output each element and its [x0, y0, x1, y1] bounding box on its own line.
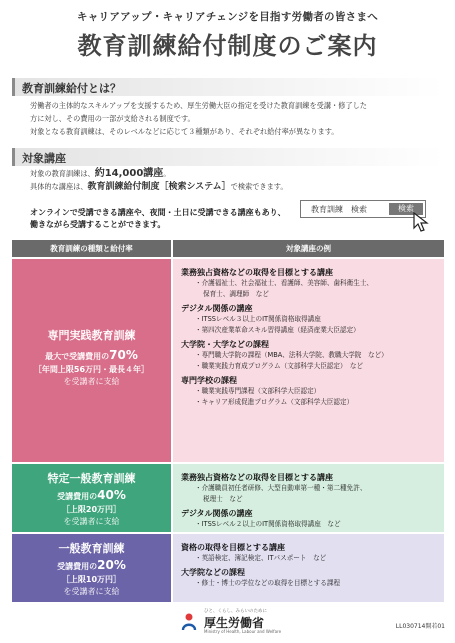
- online-line: オンラインで受講できる講座や、夜間・土日に受講できる講座もあり、: [30, 208, 286, 217]
- benefit-payee: を受講者に支給: [63, 377, 120, 386]
- table-header-left: 教育訓練の種類と給付率: [12, 240, 171, 257]
- course-category: 業務独占資格などの取得を目標とする講座: [181, 473, 333, 482]
- search-prefix: 具体的な講座は、: [30, 182, 88, 191]
- row-label-specific-general: [12, 464, 171, 532]
- course-category: 大学院・大学などの課程: [181, 340, 269, 349]
- course-category: デジタル関係の講座: [181, 304, 253, 313]
- course-examples-general: [173, 534, 444, 602]
- search-box-illustration: [300, 200, 426, 218]
- page-title: 教育訓練給付制度のご案内: [77, 32, 378, 60]
- course-examples-specialized: [173, 259, 444, 462]
- benefit-rate: 最大で受講費用の70%: [45, 348, 138, 362]
- ministry-name-english: Ministry of Health, Labour and Welfare: [204, 629, 282, 634]
- course-item: ・修士・博士の学位などの取得を目標とする課程: [195, 579, 341, 587]
- course-item: ・介護職員初任者研修、大型自動車第一種・第二種免許、: [195, 484, 367, 492]
- about-paragraph: [30, 99, 440, 138]
- mouse-cursor-icon: [413, 212, 429, 232]
- benefit-payee: を受講者に支給: [63, 587, 120, 596]
- section-heading-about-label: 教育訓練給付とは？: [22, 82, 121, 95]
- training-type-name: 特定一般教育訓練: [47, 472, 136, 485]
- count-suffix: 。: [163, 169, 171, 178]
- training-type-name: 専門実践教育訓練: [47, 329, 136, 342]
- course-item: ・専門職大学院の課程（MBA、法科大学院、教職大学院 など）: [195, 351, 388, 359]
- course-category: 業務独占資格などの取得を目標とする講座: [181, 268, 333, 277]
- benefit-rate: 受講費用の20%: [57, 558, 126, 572]
- course-category: 専門学校の課程: [181, 376, 237, 385]
- about-line: 労働者の主体的なスキルアップを支援するため、厚生労働大臣の指定を受けた教育訓練を受講・修了した: [30, 101, 367, 110]
- course-examples-specific-general: [173, 464, 444, 532]
- online-note: [30, 207, 300, 231]
- search-button-illustration: 検索: [389, 203, 423, 215]
- search-query-text: 教育訓練 検索: [311, 205, 367, 214]
- course-item: ・第四次産業革命スキル習得講座（経済産業大臣認定）: [195, 326, 360, 334]
- benefit-rate: 受講費用の40%: [57, 488, 126, 502]
- count-prefix: 対象の教育訓練は、: [30, 169, 95, 178]
- search-suffix: で検索できます。: [230, 182, 288, 191]
- table-header-right: 対象講座の例: [173, 240, 444, 257]
- benefit-table: [12, 240, 444, 602]
- course-item: ・職業実践力育成プログラム（文部科学大臣認定） など: [195, 362, 364, 370]
- course-count-value: 約14,000講座: [94, 168, 164, 179]
- ministry-name: 厚生労働省: [204, 616, 265, 630]
- course-category: 資格の取得を目標とする講座: [181, 543, 285, 552]
- course-item: ・ITSSレベル２以上のIT関係資格取得講座 など: [195, 520, 341, 528]
- course-item: ・介護福祉士、社会福祉士、看護師、美容師、歯科衛生士、: [195, 279, 374, 287]
- document-number: LL030714開若01: [395, 623, 445, 630]
- search-system-line: [30, 180, 440, 194]
- section-heading-courses-label: 対象講座: [22, 152, 66, 165]
- course-item: 税理士 など: [203, 495, 243, 503]
- benefit-limit: ［上限10万円］: [61, 575, 122, 584]
- course-item: ・キャリア形成促進プログラム（文部科学大臣認定）: [195, 398, 354, 406]
- course-count-line: [30, 167, 440, 180]
- course-item: ・英語検定、簿記検定、ITパスポート など: [195, 554, 327, 562]
- courses-paragraph: [30, 167, 440, 194]
- about-line: 方に対し、その費用の一部が支給される制度です。: [30, 114, 195, 123]
- course-category: 大学院などの課程: [181, 568, 245, 577]
- course-category: デジタル関係の講座: [181, 509, 253, 518]
- course-item: ・職業実践専門課程（文部科学大臣認定）: [195, 387, 321, 395]
- row-label-general: [12, 534, 171, 602]
- benefit-rate-value: 40%: [97, 488, 126, 502]
- benefit-payee: を受講者に支給: [63, 517, 120, 526]
- section-heading-courses: [12, 148, 444, 166]
- section-heading-about: [12, 78, 444, 96]
- search-system-name: 教育訓練給付制度［検索システム］: [87, 182, 231, 192]
- course-item: ・ITSSレベル３以上のIT関係資格取得講座: [195, 315, 321, 323]
- row-label-specialized: [12, 259, 171, 462]
- benefit-rate-value: 20%: [97, 558, 126, 572]
- page-subtitle: キャリアアップ・キャリアチェンジを目指す労働者の皆さまへ: [76, 11, 379, 23]
- ministry-emblem-icon: [180, 612, 198, 632]
- ministry-logo: [180, 608, 300, 638]
- course-item: 保育士、調理師 など: [203, 290, 269, 298]
- benefit-limit: ［上限20万円］: [61, 505, 122, 514]
- benefit-rate-value: 70%: [109, 348, 138, 362]
- online-line: 働きながら受講することができます。: [30, 220, 166, 229]
- about-line: 対象となる教育訓練は、そのレベルなどに応じて３種類があり、それぞれ給付率が異なります。: [30, 127, 339, 136]
- training-type-name: 一般教育訓練: [58, 542, 125, 555]
- ministry-tagline: ひと、くらし、みらいのために: [204, 609, 267, 614]
- benefit-limit: ［年間上限56万円・最長４年］: [33, 365, 150, 374]
